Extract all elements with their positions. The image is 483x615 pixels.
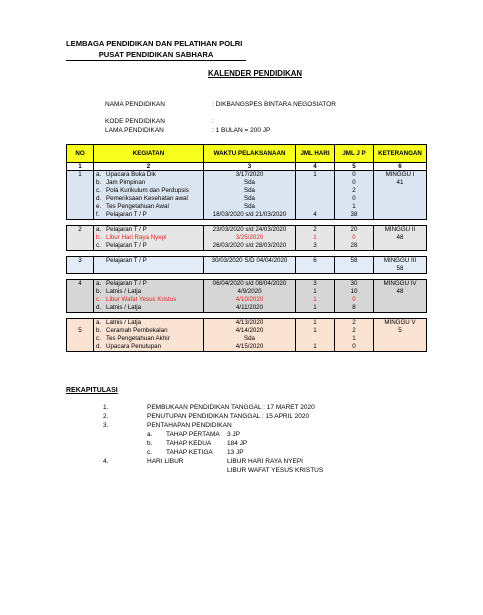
kode-label: KODE PENDIDIKAN [105,118,165,125]
row-keterangan: MINGGU IV [374,280,427,289]
row-waktu: 30/03/2020 S/D 04/04/2020 [204,257,296,274]
row-kegiatan-text: Pelajaran T / P [106,257,147,264]
row-kegiatan-text: Latnis / Latja [106,304,142,311]
row-kegiatan-text: Upacara Buka Dik [106,171,156,178]
row-kegiatan-text: Pola Kurikulum dan Perdupsis [106,187,189,194]
row-kegiatan [94,195,204,203]
row-letter: c. [96,296,101,303]
row-waktu: Sda [204,195,296,203]
tahap-sub: c. [147,449,153,456]
rekap-no: 2. [103,413,109,420]
row-no [67,195,94,203]
row-no [67,335,94,343]
table-row [67,288,427,296]
lama-label: LAMA PENDIDIKAN [105,127,164,134]
page-title: KALENDER PENDIDIKAN [208,69,303,78]
row-jml-jp: 0 [335,343,374,352]
row-no [67,319,94,328]
row-no [67,234,94,242]
tahap-value: 184 JP [227,440,248,447]
row-letter: c. [96,242,101,249]
keterangan-line: MINGGU III [383,257,417,264]
row-jml-hari: 1 [296,234,335,242]
row-waktu: 26/03/2020 s/d 28/03/2020 [204,242,296,251]
row-keterangan [374,211,427,220]
institution-name: LEMBAGA PENDIDIKAN DAN PELATIHAN POLRI [66,39,243,48]
row-letter: d. [96,343,102,350]
rekap-text: PEMBUKAAN PENDIDIKAN TANGGAL : 17 MARET 2020 [147,404,315,411]
row-letter: e. [96,203,102,210]
row-jml-hari: 2 [296,226,335,235]
row-jml-hari [296,179,335,187]
row-keterangan: 5 [374,327,427,335]
row-kegiatan-text: Pelajaran T / P [106,280,147,287]
row-jml-hari [296,335,335,343]
row-kegiatan-text: Libur Hari Raya Nyepi [106,234,167,241]
tahap-label: TAHAP KETIGA [166,449,213,456]
row-keterangan [374,257,427,274]
row-jml-jp: 10 [335,288,374,296]
row-letter: a. [96,280,102,287]
table-row [67,242,427,251]
row-jml-jp: 28 [335,242,374,251]
row-letter: d. [96,304,102,311]
row-jml-hari [296,195,335,203]
col-number: 6 [374,163,427,171]
row-kegiatan [94,335,204,343]
lama-value: : 1 BULAN = 200 JP [212,127,271,134]
col-number: 3 [204,163,296,171]
row-letter: b. [96,234,102,241]
row-jml-hari: 1 [296,343,335,352]
nama-value: : DIKBANGSPES BINTARA NEGOSIATOR [212,101,336,108]
row-letter: b. [96,179,102,186]
column-number-row [67,163,427,171]
col-header-jml-jp: JML J P [335,145,374,163]
tahap-value: 3 JP [227,431,241,438]
row-letter: d. [96,195,102,202]
table-row [67,343,427,352]
table-row [67,195,427,203]
row-kegiatan-text: Pelajaran T / P [106,242,147,249]
col-header-keterangan: KETERANGAN [374,145,427,163]
col-number: 1 [67,163,94,171]
row-jml-hari: 3 [296,280,335,289]
row-jml-hari: 1 [296,296,335,304]
row-waktu: 18/03/2020 s/d 21/03/2020 [204,211,296,220]
row-waktu: 4/13/2020 [204,319,296,328]
rekapitulasi-title: REKAPITULASI [66,387,118,394]
row-kegiatan [94,203,204,211]
row-waktu: 06/04/2020 s/d 08/04/2020 [204,280,296,289]
table-row [67,319,427,328]
row-jml-jp: 2 [335,187,374,195]
col-header-jml-hari: JML HARI [296,145,335,163]
row-waktu: 3/17/2020 [204,171,296,180]
table-row [67,335,427,343]
row-kegiatan [94,296,204,304]
row-waktu: 23/03/2020 s/d 24/03/2020 [204,226,296,235]
row-keterangan [374,296,427,304]
row-no [67,179,94,187]
row-letter: a. [96,171,102,178]
row-keterangan: 48 [374,288,427,296]
row-keterangan [374,343,427,352]
row-waktu: Sda [204,179,296,187]
row-waktu: 3/25/2020 [204,234,296,242]
row-waktu: 4/10/2020 [204,296,296,304]
row-jml-jp: 38 [335,211,374,220]
col-number: 5 [335,163,374,171]
row-jml-hari: 1 [296,327,335,335]
row-keterangan [374,304,427,313]
row-keterangan [374,242,427,251]
row-jml-hari: 1 [296,319,335,328]
row-jml-jp: 2 [335,319,374,328]
sub-institution-name: PUSAT PENDIDIKAN SABHARA [66,50,246,61]
row-keterangan: MINGGU I [374,171,427,180]
calendar-table [66,144,427,352]
row-jml-hari: 3 [296,242,335,251]
row-no: 1 [67,171,94,180]
row-keterangan [374,195,427,203]
row-kegiatan-text: Pelajaran T / P [106,211,147,218]
rekap-text: PENUTUPAN PENDIDIKAN TANGGAL : 15 APRIL 2020 [147,413,310,420]
row-letter: a. [96,319,102,326]
row-kegiatan [94,304,204,313]
row-no [67,187,94,195]
col-number: 2 [94,163,204,171]
row-jml-jp: 0 [335,171,374,180]
table-row [67,179,427,187]
row-letter: c. [96,187,101,194]
row-kegiatan [94,319,204,328]
kode-value: : [212,118,214,125]
row-letter: a. [96,226,102,233]
row-keterangan: 48 [374,234,427,242]
row-jml-hari: 1 [296,304,335,313]
row-waktu: Sda [204,203,296,211]
row-no [67,211,94,220]
row-jml-jp: 0 [335,179,374,187]
row-kegiatan [94,327,204,335]
row-kegiatan-text: Pemeriksaan Kesehatan awal [106,195,188,202]
row-no [67,288,94,296]
row-kegiatan-text: Tes Pengetahuan Awal [106,203,169,210]
row-kegiatan [94,211,204,220]
row-no: 2 [67,226,94,235]
col-header-kegiatan: KEGIATAN [94,145,204,163]
row-waktu: Sda [204,335,296,343]
rekap-no: 4. [103,458,109,465]
row-waktu: 4/11/2020 [204,304,296,313]
row-kegiatan-text: Libur Wafat Yesus Kristus [106,296,177,303]
col-header-no: NO [67,145,94,163]
row-waktu: Sda [204,187,296,195]
row-kegiatan [94,226,204,235]
row-kegiatan [94,280,204,289]
row-kegiatan [94,343,204,352]
row-no [67,242,94,251]
row-keterangan [374,187,427,195]
row-jml-jp: 20 [335,226,374,235]
tahap-sub: a. [147,431,153,438]
row-kegiatan [94,171,204,180]
table-row [67,257,427,274]
row-kegiatan [94,187,204,195]
hari-libur-label: HARI LIBUR [147,458,184,465]
row-no: 3 [67,257,94,274]
row-kegiatan-text: Upacara Penutupan [106,343,162,350]
row-waktu: 4/15/2020 [204,343,296,352]
row-keterangan: MINGGU V [374,319,427,328]
row-no: 5 [67,327,94,335]
col-number: 4 [296,163,335,171]
nama-label: NAMA PENDIDIKAN [105,101,165,108]
row-kegiatan [94,257,204,274]
row-keterangan: MINGGU II [374,226,427,235]
tahap-label: TAHAP KEDUA [166,440,212,447]
rekap-no: 3. [103,422,109,429]
rekap-text: PENTAHAPAN PENDIDIKAN [147,422,232,429]
row-jml-hari: 1 [296,171,335,180]
row-no [67,296,94,304]
row-kegiatan-text: Latnis / Latja [106,288,142,295]
table-row [67,304,427,313]
row-waktu: 4/14/2020 [204,327,296,335]
table-row [67,171,427,180]
row-jml-jp: 0 [335,234,374,242]
row-kegiatan-text: Jam Pimpinan [106,179,146,186]
table-header-row [67,145,427,163]
table-row [67,203,427,211]
row-jml-hari: 1 [296,288,335,296]
row-keterangan [374,203,427,211]
row-jml-jp: 58 [335,257,374,274]
row-jml-jp: 0 [335,195,374,203]
row-kegiatan-text: Latnis / Latja [106,319,142,326]
row-letter: f. [96,211,100,218]
tahap-sub: b. [147,440,153,447]
row-jml-hari: 4 [296,211,335,220]
row-kegiatan-text: Pelajaran T / P [106,226,147,233]
row-keterangan: 41 [374,179,427,187]
table-row [67,211,427,220]
row-kegiatan-text: Ceramah Pembekalan [106,327,168,334]
row-jml-hari: 6 [296,257,335,274]
col-header-waktu: WAKTU PELAKSANAAN [204,145,296,163]
row-waktu: 4/9/2020 [204,288,296,296]
row-kegiatan-text: Tes Pengetahuan Akhir [106,335,170,342]
hari-libur-value: LIBUR WAFAT YESUS KRISTUS [227,467,324,474]
table-row [67,296,427,304]
row-letter: c. [96,335,101,342]
table-row [67,280,427,289]
row-jml-jp: 2 [335,327,374,335]
table-row [67,327,427,335]
row-keterangan [374,335,427,343]
tahap-value: 13 JP [227,449,244,456]
hari-libur-value: LIBUR HARI RAYA NYEPI [227,458,303,465]
row-kegiatan [94,179,204,187]
row-jml-jp: 1 [335,203,374,211]
keterangan-line: 58 [396,265,404,272]
row-no [67,343,94,352]
row-jml-jp: 30 [335,280,374,289]
table-row [67,187,427,195]
row-jml-jp: 8 [335,304,374,313]
row-letter: b. [96,327,102,334]
row-no [67,304,94,313]
tahap-label: TAHAP PERTAMA [166,431,220,438]
row-jml-hari [296,203,335,211]
table-row [67,234,427,242]
row-letter: b. [96,288,102,295]
rekap-no: 1. [103,404,109,411]
row-kegiatan [94,234,204,242]
row-kegiatan [94,288,204,296]
row-kegiatan [94,242,204,251]
row-jml-hari [296,187,335,195]
row-no: 4 [67,280,94,289]
row-no [67,203,94,211]
table-row [67,226,427,235]
row-jml-jp: 0 [335,296,374,304]
row-jml-jp: 1 [335,335,374,343]
